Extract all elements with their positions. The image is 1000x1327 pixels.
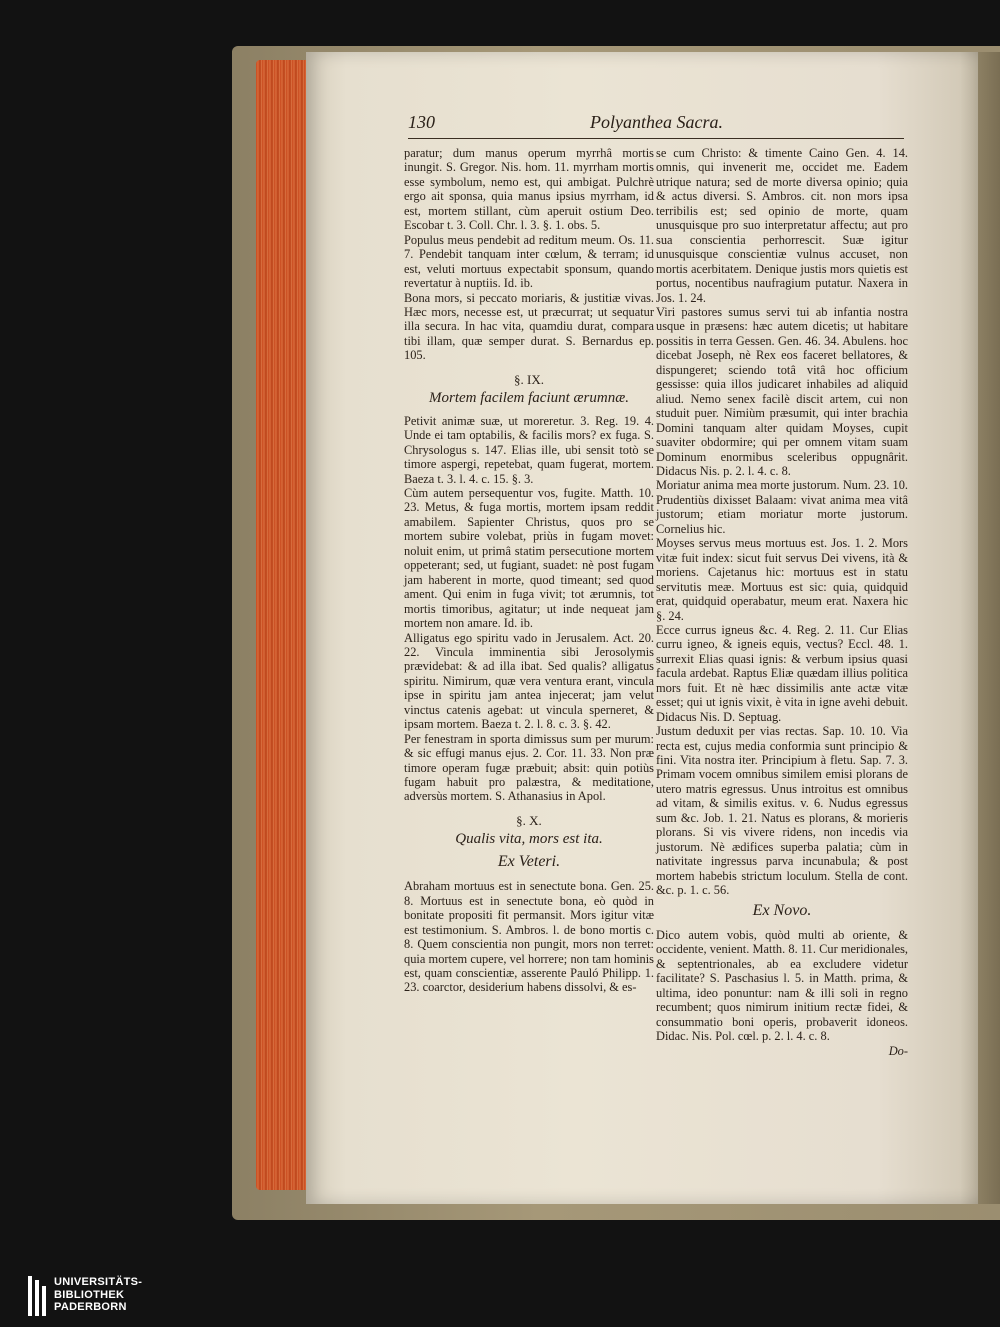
paragraph: Dico autem vobis, quòd multi ab oriente, & occidente, venient. Matth. 8. 11. Cur meridionales, & septentrionales, ab ea excludere videtur facilitate? S. Paschasius l. 5. in Matth. prima, & ultima, ideo ponuntur: nam & illi soli in regno recumbent; quos nimirum initium rectæ fidei, & consummatio boni operis, probaverit idoneos. Didac. Nis. Pol. cœl. p. 2. l. 4. c. 8. xyxy=(656,928,908,1044)
paragraph: Abraham mortuus est in senectute bona. Gen. 25. 8. Mortuus est in senectute bona, eò quòd in bonitate propositi fit permansit. Mors igitur vitæ est testimonium. S. Ambros. l. de bono mortis c. 8. Quem conscientia non pungit, mors non terret: quia mortem cupere, vel horrere; non tam hominis est, quam conscientiæ, asserente Pauló Philipp. 1. 23. coarctor, desiderium habens dissolvi, & es- xyxy=(404,879,654,995)
subheading: Ex Veteri. xyxy=(497,852,561,870)
paragraph: Justum deduxit per vias rectas. Sap. 10. 10. Via recta est, cujus media conformia sunt principio & fini. Vita nostra iter. Principium à fletu. Sap. 7. 3. Primam vocem omnibus similem emisi plorans de utero matris egressus. Unus introitus est omnibus ad vitam, & similis exitus. v. 6. Nudus egressus sum &c. Job. 1. 21. Natus es plorans, & morieris plorans. Si vis vivere ridens, non incedis via justorum. Nè ædifices superba palatia; cùm in nativitate ingressus parva incunabula; & post mortem habebis strictum loculum. Stella de cont. &c. p. 1. c. 56. xyxy=(656,724,908,898)
paragraph: paratur; dum manus operum myrrhâ mortis inungit. S. Gregor. Nis. hom. 11. myrrham mortis esse symbolum, nemo est, qui ambigat. Pulchrè ergo ait sponsa, quia manus ipsius myrrham, id est, mortem stillant, cùm aperuit ostium Deo. Escobar t. 3. Coll. Chr. l. 3. §. 1. obs. 5. xyxy=(404,146,654,233)
page-gutter-shadow xyxy=(960,52,1000,1204)
section-heading: Qualis vita, mors est ita. xyxy=(455,831,603,848)
paragraph: Per fenestram in sporta dimissus sum per murum: & sic effugi manus ejus. 2. Cor. 11. 33. Non præ timore operam fugæ præbuit; absit: quin potiùs fugam habuit pro palæstra, & meditatione, adversùs mortem. S. Athanasius in Apol. xyxy=(404,731,654,804)
library-logo-mark-icon xyxy=(28,1276,48,1316)
paragraph: Alligatus ego spiritu vado in Jerusalem. Act. 20. 22. Vincula imminentia sibi Jerosolymis prævidebat: & ad illa ibat. Sed qualis? alligatus spiritu. Nimirum, quæ vera ventura erant, vincula ipse in spiritu jam antea injecerat; jam velut vinctus catenis agebat: ut vincula sperneret, & ipsam mortem. Baeza t. 2. l. 8. c. 3. §. 42. xyxy=(404,630,654,732)
logo-line: PADERBORN xyxy=(54,1301,127,1313)
logo-line: BIBLIOTHEK xyxy=(54,1288,125,1301)
paragraph: se cum Christo: & timente Caino Gen. 4. 14. omnis, qui invenerit me, occidet me. Eadem utrique natura; sed de morte diversa opinio; quia & actus diversi. S. Ambros. cit. non mors ipsa terribilis est; sed opinio de morte, quam unusquisque pro suo interpretatur affectu; aut pro sua conscientia perhorrescit. Suæ igitur unusquisque conscientiæ vulnus accuset, non mortis acerbitatem. Denique justis mors quietis est portus, nocentibus naufragium putatur. Naxera in Jos. 1. 24. xyxy=(656,146,908,305)
paragraph: Viri pastores sumus servi tui ab infantia nostra usque in præsens: hæc autem dicetis; ut habitare possitis in terra Gessen. Gen. 46. 34. Abulens. hoc dicebat Joseph, nè Rex eos faceret bellatores, & dispungeret; sciendo totâ vitâ hoc officium gessisse: quia illos judicaret inhabiles ad aliquid aliud. Nemo senex facilè discit artem, cui non studuit puer. Nimiùm præsumit, qui inter brachia Domini tanquam alter quidam Moyses, cupit suaviter obdormire; qui per omnem vitam suam Dominum enormibus sceleribus oppugnârit. Didacus Nis. p. 2. l. 4. c. 8. xyxy=(656,304,908,478)
right-column xyxy=(656,146,908,1058)
section-number: §. X. xyxy=(516,812,542,828)
section-number: §. IX. xyxy=(514,371,544,387)
section-heading: Mortem facilem faciunt ærumnæ. xyxy=(429,390,629,407)
paragraph: Cùm autem persequentur vos, fugite. Matth. 10. 23. Metus, & fuga mortis, mortem ipsam reddit amabilem. Sapienter Christus, quos pro se mortem subire volebat, priùs in fugam movet: noluit enim, ut primâ statim persecutione mortem oppeterant; sed, ut fugiant, suadet: nè post fugam jam haberent in morte, quod timeant; sed quod ament. Qui enim in fuga vivit; tot ærumnis, tot mortis timoribus, agitatur; ut inde nequeat jam mortem non amare. Id. ib. xyxy=(404,485,654,631)
page-number: 130 xyxy=(408,112,435,132)
paragraph: Bona mors, si peccato moriaris, & justitiæ vivas. Hæc mors, necesse est, ut præcurrat; ut sequatur illa secura. In hac vita, quamdiu durat, compara tibi illam, quæ semper durat. S. Bernardus ep. 105. xyxy=(404,290,654,363)
page-edges-red xyxy=(256,60,308,1190)
paragraph: Petivit animæ suæ, ut moreretur. 3. Reg. 19. 4. Unde ei tam optabilis, & facilis mors? ex fuga. S. Chrysologus s. 147. Elias ille, ubi sensit totò se timore aspergi, repetebat, quam fugerat, mortem. Baeza t. 3. l. 4. c. 15. §. 3. xyxy=(404,413,654,486)
paragraph: Populus meus pendebit ad reditum meum. Os. 11. 7. Pendebit tanquam inter cœlum, & terram; id est, veluti mortuus expectabit sponsum, quando revertatur à nuptiis. Id. ib. xyxy=(404,232,654,291)
paragraph: Moriatur anima mea morte justorum. Num. 23. 10. Prudentiùs dixisset Balaam: vivat anima mea vitâ justorum; etiam moriatur morte justorum. Cornelius hic. xyxy=(656,478,908,536)
logo-line: UNIVERSITÄTS- xyxy=(54,1276,143,1288)
subheading: Ex Novo. xyxy=(752,901,812,919)
library-logo xyxy=(28,1276,268,1318)
running-header xyxy=(408,112,904,139)
paragraph: Moyses servus meus mortuus est. Jos. 1. 2. Mors vitæ fuit index: sicut fuit servus Dei vivens, ità & moriens. Cajetanus hic: mortuus est in statu servitutis meæ. Mortuus est sic: quia, quidquid erat, quidquid operabatur, meum erat. Naxera hic §. 24. xyxy=(656,536,908,623)
paragraph: Ecce currus igneus &c. 4. Reg. 2. 11. Cur Elias curru igneo, & igneis equis, vectus? Eccl. 48. 1. surrexit Elias quasi ignis: & verbum ipsius quasi facula ardebat. Raptus Eliæ quædam illius politica mors fuit. Et nè hæc dissimilis ante actæ vitæ esset; qui ut ignis vixit, è vita in igne avehi debuit. Didacus Nis. D. Septuag. xyxy=(656,622,908,724)
left-column xyxy=(404,146,654,995)
catchword: Do- xyxy=(888,1043,908,1058)
running-title: Polyanthea Sacra. xyxy=(590,112,723,132)
